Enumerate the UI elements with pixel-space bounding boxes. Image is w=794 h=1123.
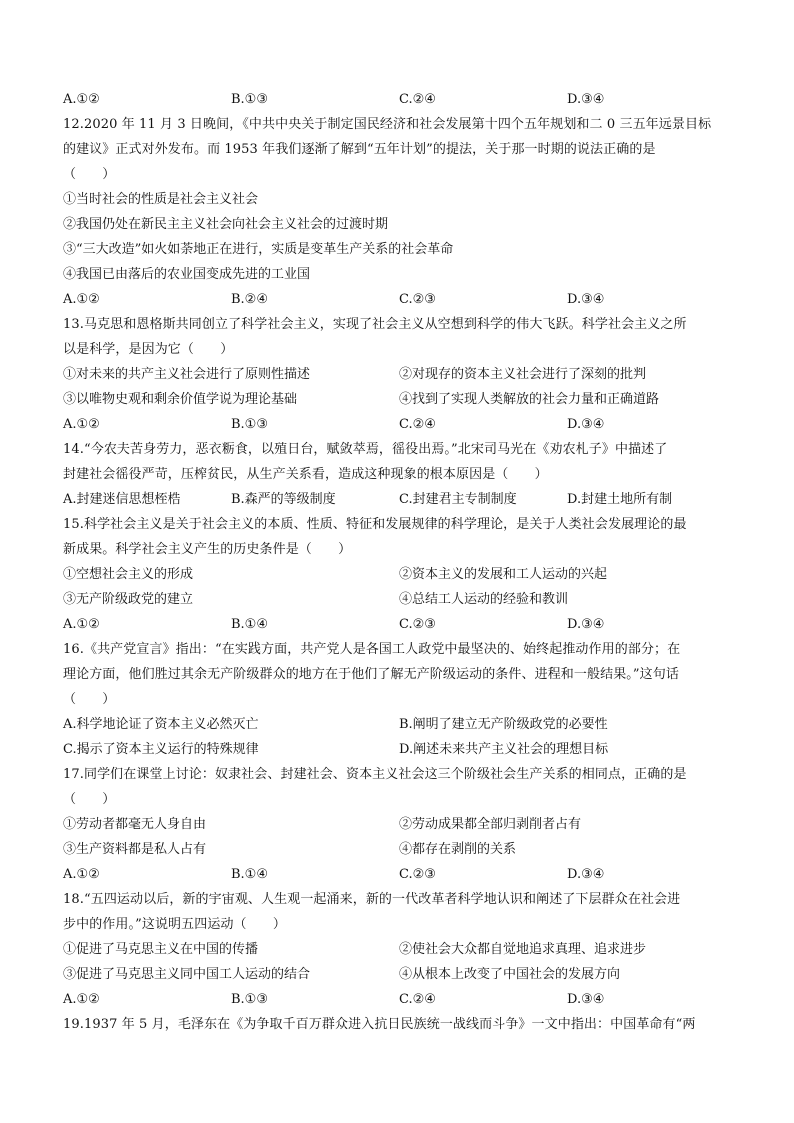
- q17-stem-line-1: 17.同学们在课堂上讨论：奴隶社会、封建社会、资本主义社会这三个阶级社会生产关系的相同点，正确的是: [63, 767, 687, 782]
- q15-statement-3: ③无产阶级政党的建立: [63, 592, 194, 607]
- q14-option-c[interactable]: C.封建君主专制制度: [399, 492, 517, 507]
- q14-option-a[interactable]: A.封建迷信思想桎梏: [63, 492, 181, 507]
- q18-stem-line-1: 18.“五四运动以后，新的宇宙观、人生观一起涌来，新的一代改革者科学地认识和阐述了下层群众在社会进: [63, 892, 681, 907]
- q13-statement-2: ②对现存的资本主义社会进行了深刻的批判: [399, 367, 647, 382]
- q15-statement-1: ①空想社会主义的形成: [63, 567, 194, 582]
- q13-stem-line-1: 13.马克思和恩格斯共同创立了科学社会主义，实现了社会主义从空想到科学的伟大飞跃。科学社会主义之所: [63, 317, 687, 332]
- q14-stem-line-1: 14.“今农夫苦身劳力，恶衣粝食，以殖日台，赋敛萃焉，徭役出焉。”北宋司马光在《劝农札子》中描述了: [63, 442, 668, 457]
- q11-option-a[interactable]: A.①②: [63, 92, 100, 107]
- q16-stem-line-1: 16.《共产党宣言》指出：“在实践方面，共产党人是各国工人政党中最坚决的、始终起推动作用的部分；在: [63, 642, 681, 657]
- q17-statement-2: ②劳动成果都全部归剥削者占有: [399, 817, 582, 832]
- q17-statement-1: ①劳动者都毫无人身自由: [63, 817, 207, 832]
- q17-option-d[interactable]: D.③④: [567, 867, 605, 882]
- q13-option-d[interactable]: D.③④: [567, 417, 605, 432]
- q16-option-b[interactable]: B.阐明了建立无产阶级政党的必要性: [399, 717, 608, 732]
- q18-option-d[interactable]: D.③④: [567, 992, 605, 1007]
- q13-options: [63, 416, 738, 434]
- q18-statement-3: ③促进了马克思主义同中国工人运动的结合: [63, 967, 311, 982]
- q12-statement-4: ④我国已由落后的农业国变成先进的工业国: [63, 267, 311, 282]
- q12-option-b[interactable]: B.②④: [231, 292, 268, 307]
- q13-statement-4: ④找到了实现人类解放的社会力量和正确道路: [399, 392, 660, 407]
- q16-options-row-1: [63, 716, 738, 734]
- q12-statement-1: ①当时社会的性质是社会主义社会: [63, 192, 259, 207]
- q16-option-d[interactable]: D.阐述未来共产主义社会的理想目标: [399, 742, 609, 757]
- q18-stem-line-2: 步中的作用。”这说明五四运动（ ）: [63, 917, 286, 932]
- q12-options: [63, 291, 738, 309]
- q15-statements-row-2: [63, 591, 738, 609]
- q15-stem-line-1: 15.科学社会主义是关于社会主义的本质、性质、特征和发展规律的科学理论，是关于人类社会发展理论的最: [63, 517, 687, 532]
- q15-option-c[interactable]: C.②③: [399, 617, 436, 632]
- q15-statements-row-1: [63, 566, 738, 584]
- q13-option-a[interactable]: A.①②: [63, 417, 100, 432]
- q11-option-b[interactable]: B.①③: [231, 92, 268, 107]
- q12-option-d[interactable]: D.③④: [567, 292, 605, 307]
- q18-option-b[interactable]: B.①③: [231, 992, 268, 1007]
- q11-option-d[interactable]: D.③④: [567, 92, 605, 107]
- q18-option-c[interactable]: C.②④: [399, 992, 436, 1007]
- q16-option-a[interactable]: A.科学地论证了资本主义必然灭亡: [63, 717, 259, 732]
- q11-options: [63, 91, 738, 109]
- q16-stem-line-3: （ ）: [63, 692, 116, 707]
- q13-option-b[interactable]: B.①③: [231, 417, 268, 432]
- q16-stem-line-2: 理论方面，他们胜过其余无产阶级群众的地方在于他们了解无产阶级运动的条件、进程和一般结果。”这句话: [63, 667, 679, 682]
- q18-statement-2: ②使社会大众都自觉地追求真理、追求进步: [399, 942, 647, 957]
- q18-statements-row-2: [63, 966, 738, 984]
- q17-stem-line-2: （ ）: [63, 792, 116, 807]
- q18-statements-row-1: [63, 941, 738, 959]
- q19-stem-line-1: 19.1937 年 5 月，毛泽东在《为争取千百万群众进入抗日民族统一战线而斗争》一文中指出：中国革命有“两: [63, 1017, 696, 1032]
- q18-option-a[interactable]: A.①②: [63, 992, 100, 1007]
- q17-statements-row-1: [63, 816, 738, 834]
- q18-statement-4: ④从根本上改变了中国社会的发展方向: [399, 967, 621, 982]
- q15-stem-line-2: 新成果。科学社会主义产生的历史条件是（ ）: [63, 542, 352, 557]
- q15-option-b[interactable]: B.①④: [231, 617, 268, 632]
- q16-option-c[interactable]: C.揭示了资本主义运行的特殊规律: [63, 742, 259, 757]
- q15-statement-2: ②资本主义的发展和工人运动的兴起: [399, 567, 608, 582]
- q13-statement-3: ③以唯物史观和剩余价值学说为理论基础: [63, 392, 298, 407]
- q12-stem-line-3: （ ）: [63, 167, 116, 182]
- q12-stem-line-2: 的建议》正式对外发布。而 1953 年我们逐渐了解到“五年计划”的提法，关于那一时期的说法正确的是: [63, 142, 656, 157]
- q14-option-d[interactable]: D.封建土地所有制: [567, 492, 673, 507]
- q12-option-c[interactable]: C.②③: [399, 292, 436, 307]
- q13-statements-row-2: [63, 391, 738, 409]
- q15-statement-4: ④总结工人运动的经验和教训: [399, 592, 569, 607]
- q15-options: [63, 616, 738, 634]
- q13-statements-row-1: [63, 366, 738, 384]
- q17-option-b[interactable]: B.①④: [231, 867, 268, 882]
- q17-statements-row-2: [63, 841, 738, 859]
- q12-statement-3: ③“三大改造”如火如荼地正在进行，实质是变革生产关系的社会革命: [63, 242, 454, 257]
- q15-option-d[interactable]: D.③④: [567, 617, 605, 632]
- q16-options-row-2: [63, 741, 738, 759]
- q18-options: [63, 991, 738, 1009]
- q17-statement-3: ③生产资料都是私人占有: [63, 842, 207, 857]
- q14-options: [63, 491, 738, 509]
- q17-option-c[interactable]: C.②③: [399, 867, 436, 882]
- q11-option-c[interactable]: C.②④: [399, 92, 436, 107]
- q17-option-a[interactable]: A.①②: [63, 867, 100, 882]
- q17-statement-4: ④都存在剥削的关系: [399, 842, 517, 857]
- q12-stem-line-1: 12.2020 年 11 月 3 日晚间，《中共中央关于制定国民经济和社会发展第十四个五年规划和二 0 三五年远景目标: [63, 117, 712, 132]
- q14-option-b[interactable]: B.森严的等级制度: [231, 492, 336, 507]
- q13-option-c[interactable]: C.②④: [399, 417, 436, 432]
- q18-statement-1: ①促进了马克思主义在中国的传播: [63, 942, 259, 957]
- q12-option-a[interactable]: A.①②: [63, 292, 100, 307]
- q13-statement-1: ①对未来的共产主义社会进行了原则性描述: [63, 367, 311, 382]
- q17-options: [63, 866, 738, 884]
- q13-stem-line-2: 以是科学，是因为它（ ）: [63, 342, 234, 357]
- q14-stem-line-2: 封建社会徭役严苛，压榨贫民，从生产关系看，造成这种现象的根本原因是（ ）: [63, 467, 548, 482]
- q12-statement-2: ②我国仍处在新民主主义社会向社会主义社会的过渡时期: [63, 217, 389, 232]
- q15-option-a[interactable]: A.①②: [63, 617, 100, 632]
